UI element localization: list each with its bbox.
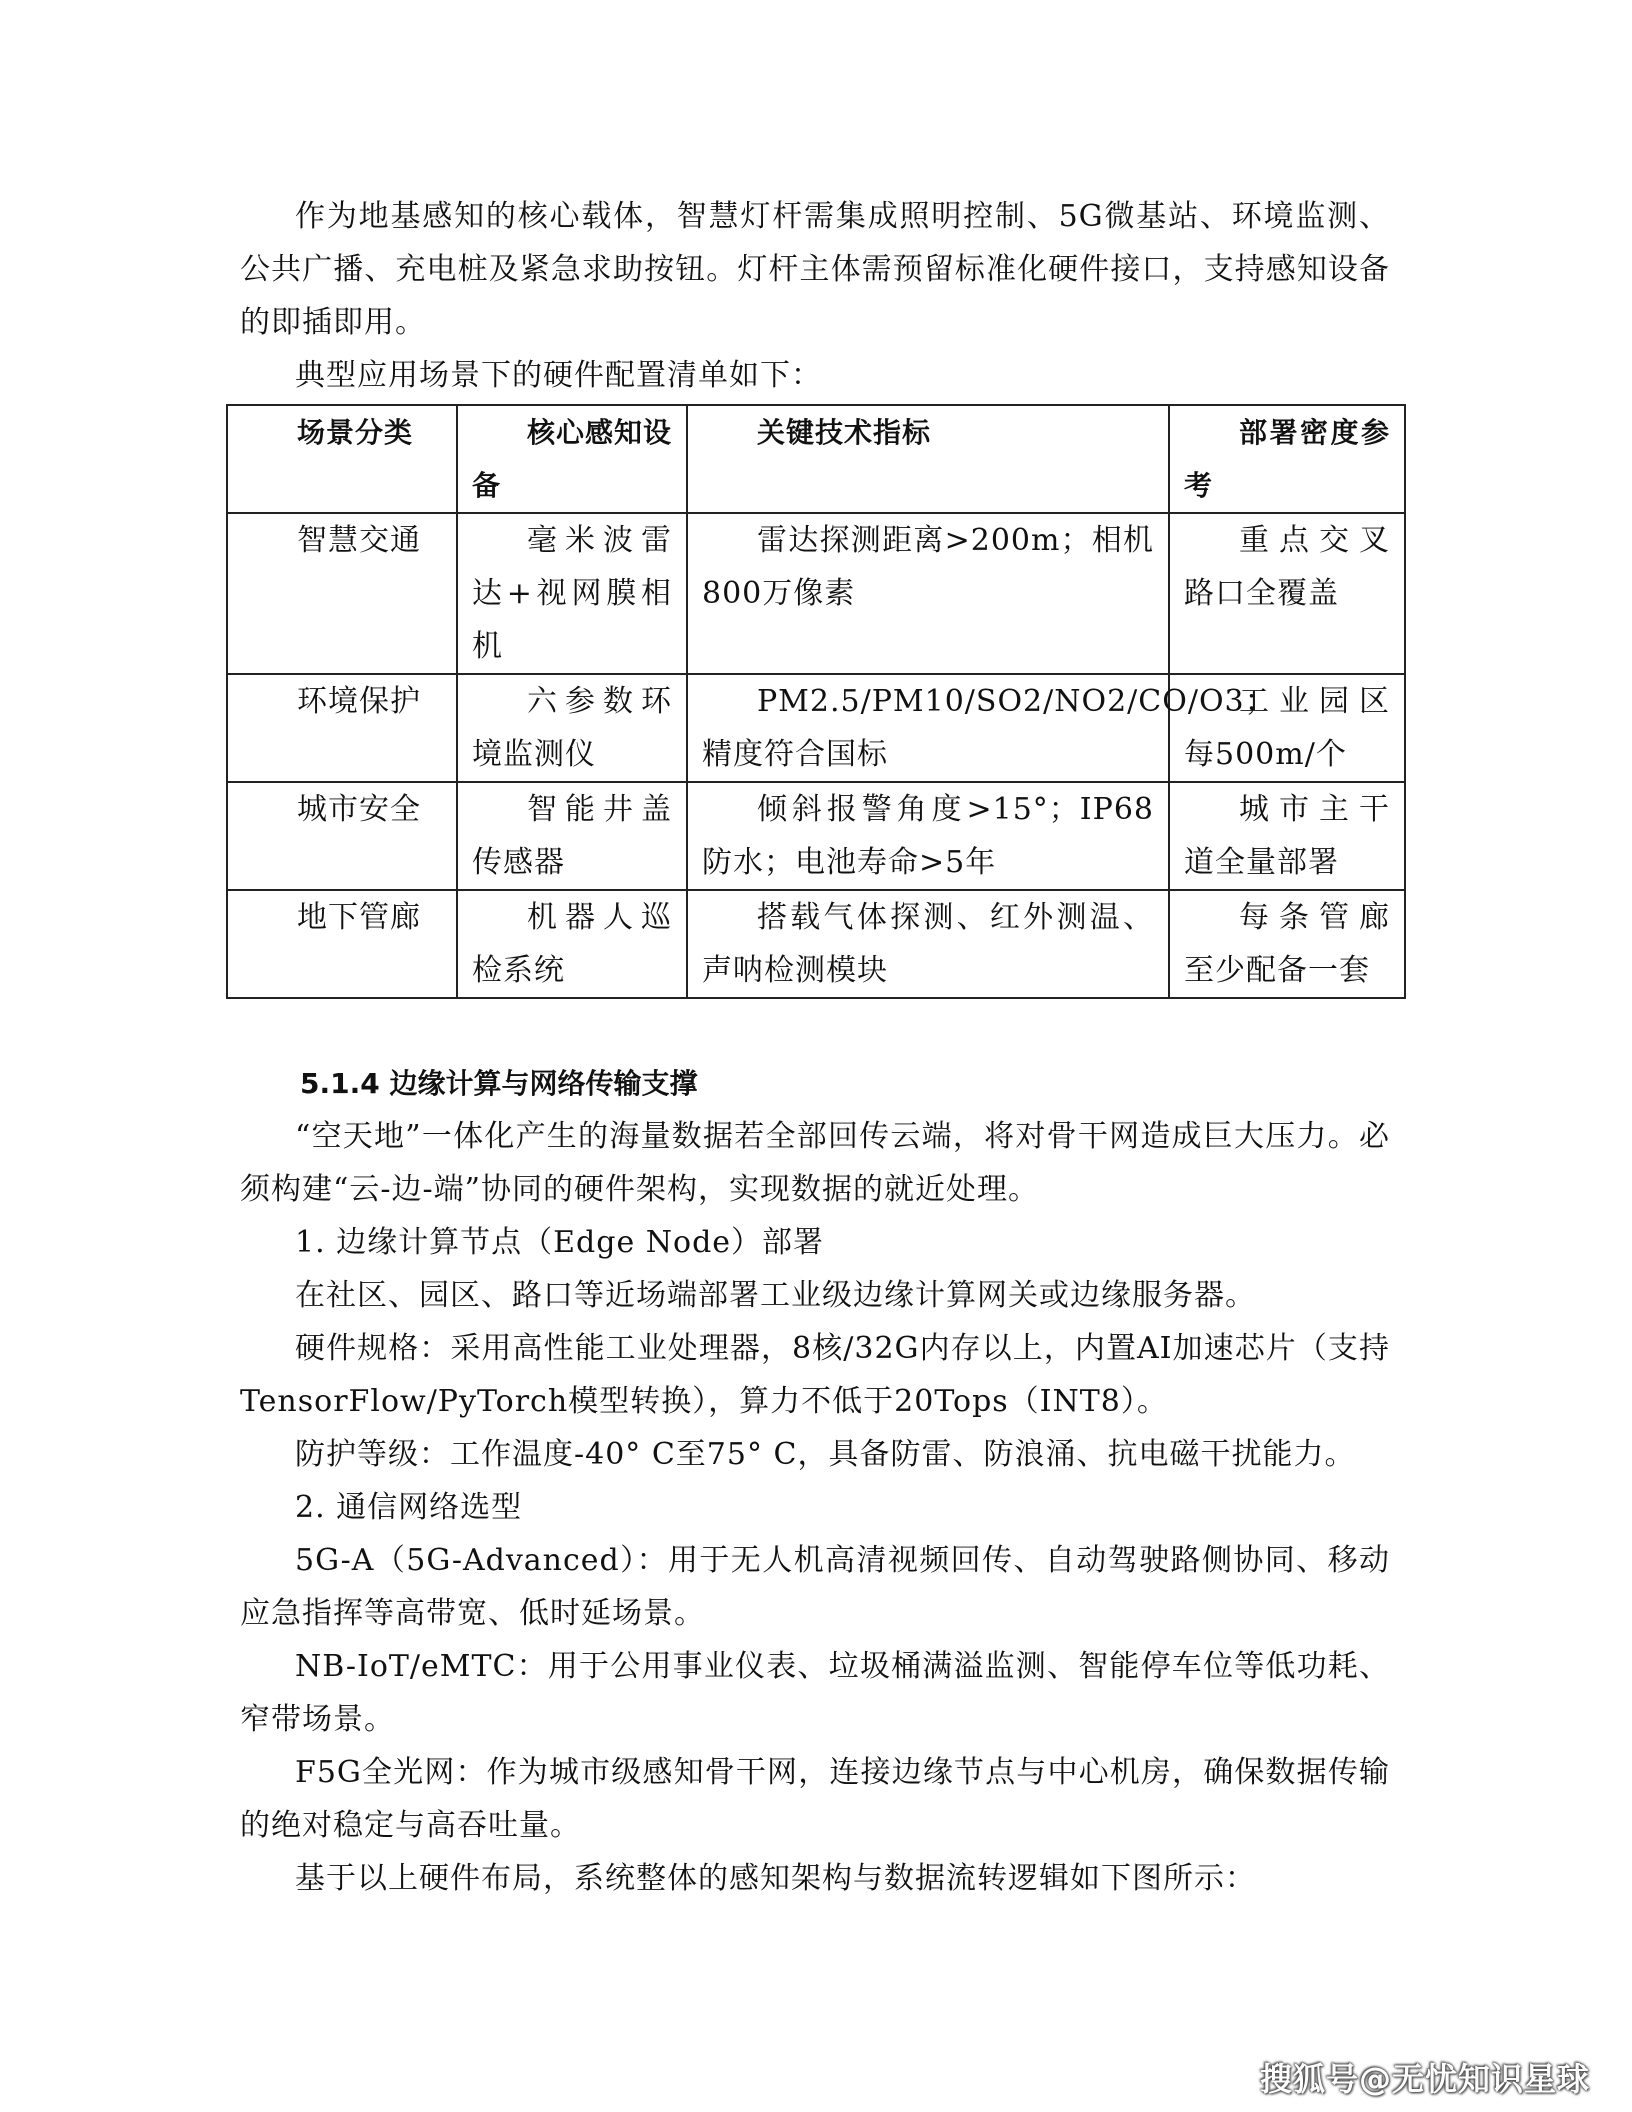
table-cell: 城市安全 — [227, 782, 457, 890]
list-heading: 2. 通信网络选型 — [295, 1490, 523, 1525]
body-paragraph: 基于以上硬件布局，系统整体的感知架构与数据流转逻辑如下图所示： — [295, 1861, 1256, 1896]
table-cell: 搭载气体探测、红外测温、声呐检测模块 — [687, 890, 1169, 998]
table-cell: 智慧交通 — [227, 513, 457, 674]
table-row — [227, 782, 1405, 890]
table-cell: 环境保护 — [227, 674, 457, 782]
body-paragraph: 在社区、园区、路口等近场端部署工业级边缘计算网关或边缘服务器。 — [295, 1278, 1256, 1313]
body-paragraph: 5G-A（5G-Advanced）：用于无人机高清视频回传、自动驾驶路侧协同、移动应急指挥等高带宽、低时延场景。 — [240, 1543, 1390, 1631]
table-cell: 每条管廊至少配备一套 — [1169, 890, 1405, 998]
table-header-cell: 关键技术指标 — [687, 405, 1169, 513]
table-cell: 机器人巡检系统 — [457, 890, 687, 998]
watermark-text: 搜狐号@无忧知识星球 — [1259, 2060, 1590, 2098]
table-header-cell: 场景分类 — [227, 405, 457, 513]
table-cell: 地下管廊 — [227, 890, 457, 998]
table-row — [227, 674, 1405, 782]
list-heading: 1. 边缘计算节点（Edge Node）部署 — [295, 1225, 825, 1260]
table-cell: 智能井盖传感器 — [457, 782, 687, 890]
intro-paragraph: 作为地基感知的核心载体，智慧灯杆需集成照明控制、5G微基站、环境监测、公共广播、充电桩及紧急求助按钮。灯杆主体需预留标准化硬件接口，支持感知设备的即插即用。 — [240, 199, 1390, 340]
body-paragraph: NB-IoT/eMTC：用于公用事业仪表、垃圾桶满溢监测、智能停车位等低功耗、窄带场景。 — [240, 1649, 1390, 1737]
table-row — [227, 890, 1405, 998]
table-row — [227, 513, 1405, 674]
table-cell: 六参数环境监测仪 — [457, 674, 687, 782]
table-cell: 城市主干道全量部署 — [1169, 782, 1405, 890]
body-paragraph: 硬件规格：采用高性能工业处理器，8核/32G内存以上，内置AI加速芯片（支持TensorFlow/PyTorch模型转换），算力不低于20Tops（INT8）。 — [240, 1331, 1390, 1419]
table-cell: 雷达探测距离>200m；相机800万像素 — [687, 513, 1169, 674]
table-header-cell: 部署密度参考 — [1169, 405, 1405, 513]
table-intro-paragraph: 典型应用场景下的硬件配置清单如下： — [295, 358, 822, 393]
table-header-row — [227, 405, 1405, 513]
table-cell: 工业园区每500m/个 — [1169, 674, 1405, 782]
table-cell: 倾斜报警角度>15°；IP68防水；电池寿命>5年 — [687, 782, 1169, 890]
section-heading: 5.1.4 边缘计算与网络传输支撑 — [300, 1067, 698, 1100]
table-cell: 毫米波雷达+视网膜相机 — [457, 513, 687, 674]
body-paragraph: “空天地”一体化产生的海量数据若全部回传云端，将对骨干网造成巨大压力。必须构建“云-边-端”协同的硬件架构，实现数据的就近处理。 — [240, 1119, 1390, 1207]
table-cell: 重点交叉路口全覆盖 — [1169, 513, 1405, 674]
table-header-cell: 核心感知设备 — [457, 405, 687, 513]
table-cell: PM2.5/PM10/SO2/NO2/CO/O3；精度符合国标 — [687, 674, 1169, 782]
document-page — [240, 190, 1390, 1905]
hardware-config-table — [226, 404, 1406, 999]
body-paragraph: F5G全光网：作为城市级感知骨干网，连接边缘节点与中心机房，确保数据传输的绝对稳定与高吞吐量。 — [240, 1755, 1390, 1843]
body-paragraph: 防护等级：工作温度-40° C至75° C，具备防雷、防浪涌、抗电磁干扰能力。 — [295, 1437, 1356, 1472]
